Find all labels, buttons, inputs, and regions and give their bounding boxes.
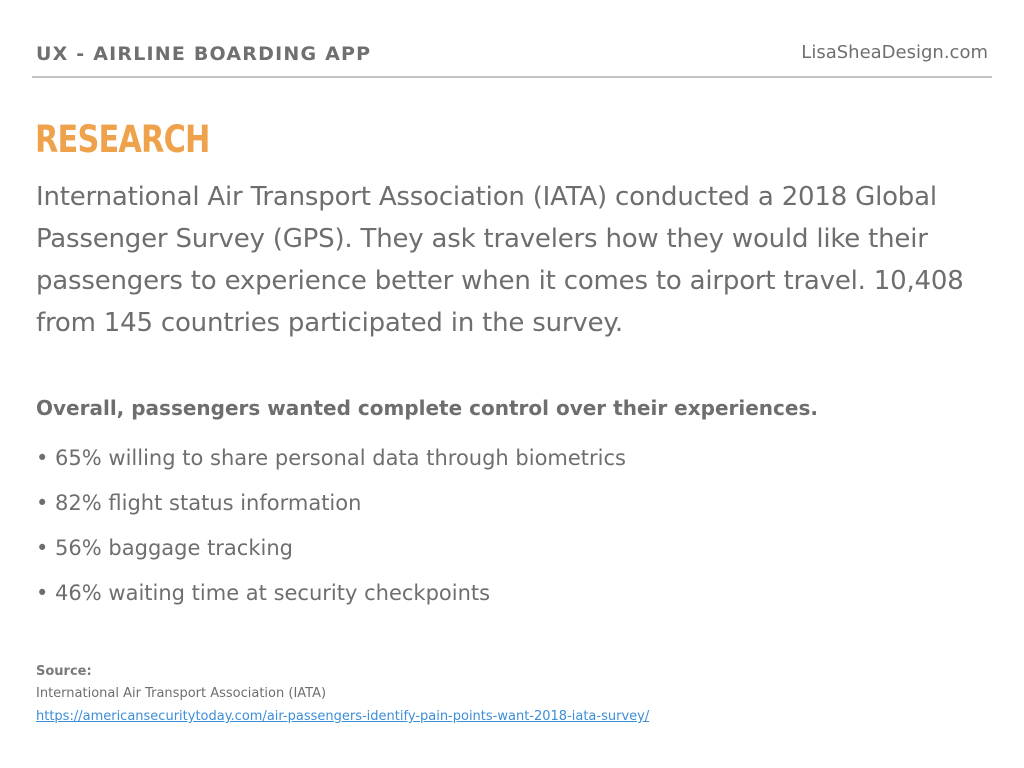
source-link[interactable]: https://americansecuritytoday.com/air-passengers-identify-pain-points-want-2018-iata-survey/ xyxy=(36,709,650,724)
section-heading: RESEARCH xyxy=(35,118,210,161)
findings-summary: Overall, passengers wanted complete control over their experiences. xyxy=(36,396,818,420)
source-label: Source: xyxy=(36,664,92,679)
header-divider xyxy=(32,76,992,78)
header-title: UX - AIRLINE BOARDING APP xyxy=(36,43,372,65)
list-item: • 46% waiting time at security checkpoints xyxy=(36,581,491,605)
findings-list xyxy=(36,436,626,616)
header-site: LisaSheaDesign.com xyxy=(801,42,988,63)
list-item: • 65% willing to share personal data through biometrics xyxy=(36,446,626,470)
list-item: • 56% baggage tracking xyxy=(36,536,293,560)
list-item: • 82% flight status information xyxy=(36,491,362,515)
intro-paragraph: International Air Transport Association (IATA) conducted a 2018 Global Passenger Survey (GPS). They ask travelers how they would like their passengers to experience better when it comes to airport travel. 10,408 from 145 countries participated in the survey. xyxy=(36,182,964,338)
source-name: International Air Transport Association (IATA) xyxy=(36,686,327,701)
